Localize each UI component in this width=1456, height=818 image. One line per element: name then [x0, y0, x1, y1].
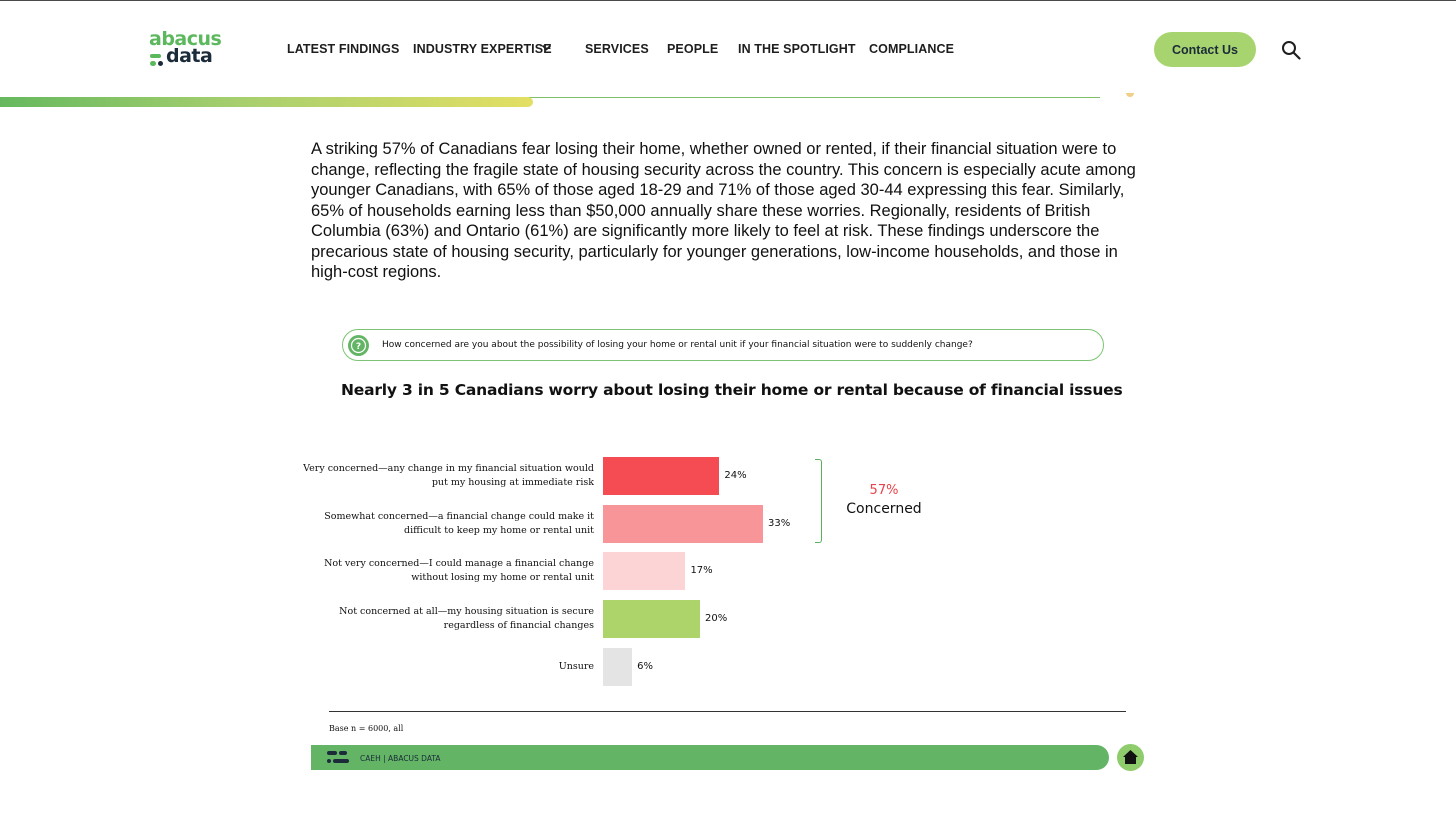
reading-progress-bar [0, 97, 533, 107]
search-icon[interactable] [1281, 40, 1301, 60]
logo-mark-dot-navy [158, 61, 163, 66]
bar-category-label: Somewhat concerned—a financial change could make it difficult to keep my home or rental unit [324, 510, 594, 536]
logo-word-top: abacus [149, 28, 222, 50]
survey-question-text: How concerned are you about the possibility of losing your home or rental unit if your financial situation were to suddenly change? [382, 340, 973, 350]
chart-divider [329, 711, 1126, 712]
site-header [0, 1, 1456, 97]
home-button[interactable] [1117, 744, 1144, 771]
nav-in-the-spotlight[interactable]: IN THE SPOTLIGHT [738, 42, 856, 56]
chevron-down-icon[interactable] [541, 44, 552, 52]
concerned-total-value: 57% [869, 483, 899, 498]
bar-value-label: 33% [768, 517, 791, 529]
bar-value-label: 24% [724, 470, 747, 481]
bar-category-label: Not very concerned—I could manage a financial change without losing my home or rental unit [324, 558, 594, 584]
nav-latest-findings[interactable]: LATEST FINDINGS [287, 42, 400, 56]
bar-category-label: Unsure [558, 660, 594, 672]
logo-word-bottom: data [166, 45, 213, 67]
svg-text:?: ? [355, 342, 362, 352]
home-icon [1117, 744, 1144, 771]
bar-category-label: Not concerned at all—my housing situation is secure regardless of financial changes [339, 606, 594, 632]
concerned-total-label: Concerned [846, 501, 922, 517]
bar [603, 600, 700, 638]
nav-compliance[interactable]: COMPLIANCE [869, 42, 955, 56]
bar [603, 505, 763, 543]
nav-industry-expertise[interactable]: INDUSTRY EXPERTISE [413, 42, 552, 56]
footer-brand-text: CAEH | ABACUS DATA [360, 754, 441, 763]
chart-title: Nearly 3 in 5 Canadians worry about losing their home or rental because of financial issues [341, 381, 1123, 399]
bar-value-label: 17% [690, 565, 713, 577]
caeh-logo-icon [327, 750, 353, 765]
contact-us-button[interactable]: Contact Us [1154, 32, 1256, 67]
base-note: Base n = 6000, all [329, 724, 404, 733]
bar-value-label: 20% [705, 613, 728, 625]
concerned-bracket [815, 459, 822, 543]
bar [603, 552, 685, 590]
bar-value-label: 6% [637, 660, 653, 672]
bar [603, 457, 719, 495]
bar [603, 648, 632, 686]
article-paragraph: A striking 57% of Canadians fear losing their home, whether owned or rented, if their financial situation were to change, reflecting the fragile state of housing security across the country. This concern is especially acute among younger Canadians, with 65% of those aged 18-29 and 71% of those aged 30-44 expressing this fear. Similarly, 65% of households earning less than $50,000 annually share these worries. Regionally, residents of British Columbia (63%) and Ontario (61%) are significantly more likely to feel at risk. These findings underscore the precarious state of housing security, particularly for younger generations, low-income households, and those in high-cost regions. [311, 140, 1136, 281]
abacus-data-logo[interactable] [149, 28, 229, 68]
logo-mark-dot-green [150, 61, 156, 66]
bar-category-label: Very concerned—any change in my financial situation would put my housing at immediate risk [303, 463, 594, 488]
nav-people[interactable]: PEOPLE [667, 42, 719, 56]
logo-mark-dash [150, 54, 161, 58]
nav-services[interactable]: SERVICES [585, 42, 649, 56]
question-mark-icon [348, 335, 369, 356]
